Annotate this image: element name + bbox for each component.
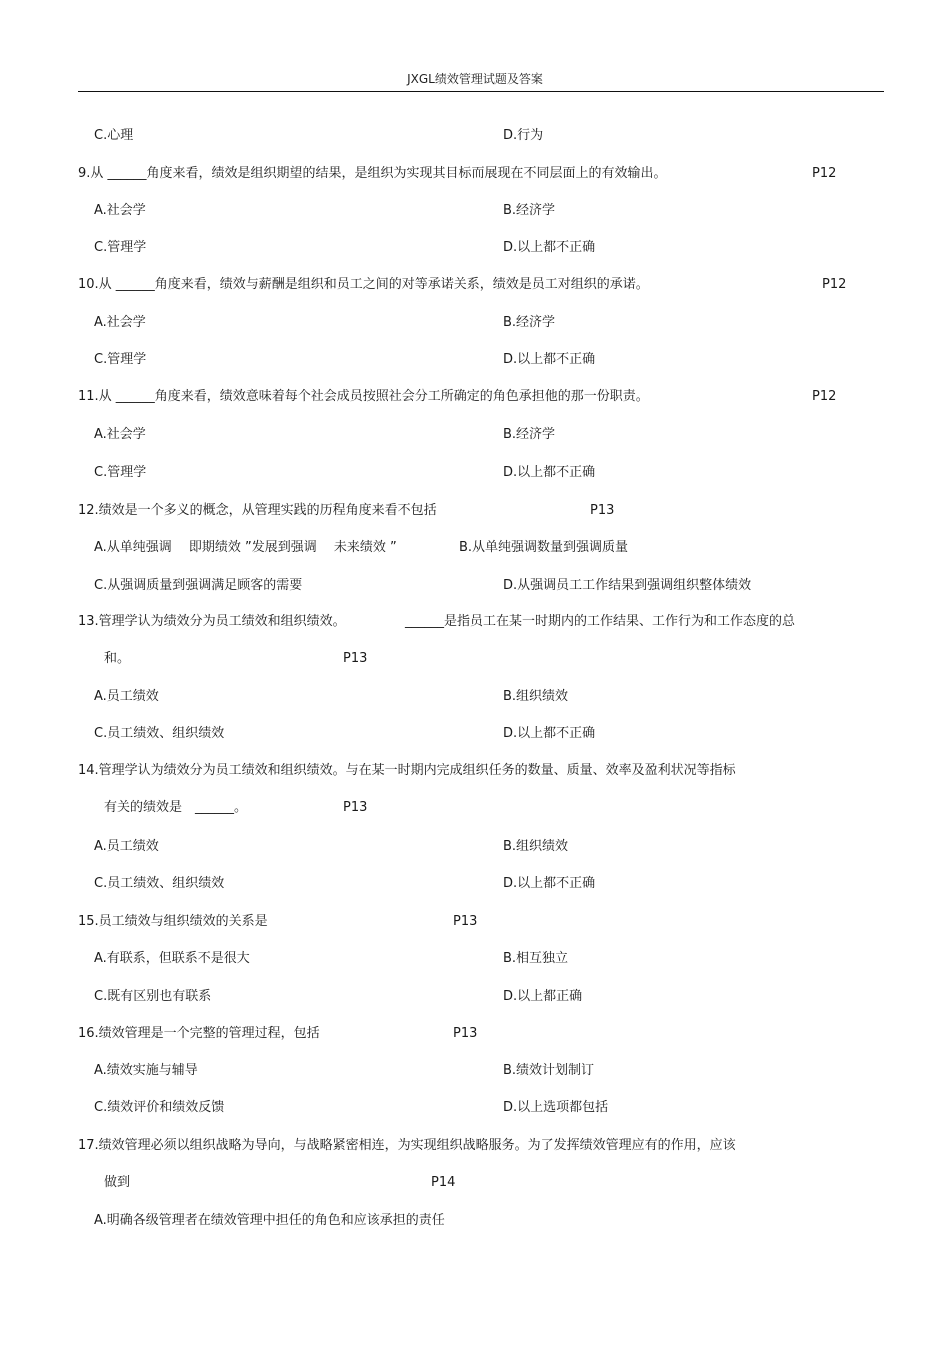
option-b: B.经济学 xyxy=(503,315,556,330)
option-c: C.管理学 xyxy=(94,465,147,480)
option-c: C.员工绩效、组织绩效 xyxy=(94,876,225,891)
option-d: D.以上都不正确 xyxy=(503,352,596,367)
option-b: B.相互独立 xyxy=(503,951,569,966)
option-c: C.绩效评价和绩效反馈 xyxy=(94,1100,225,1115)
option-d: D.行为 xyxy=(503,128,544,143)
option-a: A.社会学 xyxy=(94,427,146,442)
question-10: 10.从 ______角度来看，绩效与薪酬是组织和员工之间的对等承诺关系，绩效是员工对组织的承诺。 xyxy=(78,277,649,292)
option-c: C.管理学 xyxy=(94,352,147,367)
page-ref: P13 xyxy=(343,800,368,815)
question-13-continued: ______是指员工在某一时期内的工作结果、工作行为和工作态度的总 xyxy=(405,614,796,629)
option-d: D.以上都正确 xyxy=(503,989,583,1004)
option-d: D.从强调员工工作结果到强调组织整体绩效 xyxy=(503,578,752,593)
page-ref: P13 xyxy=(343,651,368,666)
header-rule xyxy=(78,91,884,92)
page-ref: P13 xyxy=(453,914,478,929)
option-b: B.经济学 xyxy=(503,427,556,442)
page-ref: P12 xyxy=(812,166,837,181)
option-c: C.心理 xyxy=(94,128,134,143)
option-d: D.以上都不正确 xyxy=(503,726,596,741)
option-b: B.绩效计划制订 xyxy=(503,1063,595,1078)
question-16: 16.绩效管理是一个完整的管理过程，包括 xyxy=(78,1026,320,1041)
option-d: D.以上都不正确 xyxy=(503,876,596,891)
option-a: A.社会学 xyxy=(94,203,146,218)
option-d: D.以上选项都包括 xyxy=(503,1100,609,1115)
question-14-line2: 有关的绩效是 ______。 xyxy=(104,800,248,815)
question-17-line2: 做到 xyxy=(104,1175,131,1190)
question-14: 14.管理学认为绩效分为员工绩效和组织绩效。与在某一时期内完成组织任务的数量、质量、效率及盈利状况等指标 xyxy=(78,763,736,778)
question-12: 12.绩效是一个多义的概念，从管理实践的历程角度来看不包括 xyxy=(78,503,437,518)
option-b: B.从单纯强调数量到强调质量 xyxy=(459,540,629,555)
question-9: 9.从 ______角度来看，绩效是组织期望的结果，是组织为实现其目标而展现在不同层面上的有效输出。 xyxy=(78,166,667,181)
option-a: A.员工绩效 xyxy=(94,689,159,704)
option-c: C.既有区别也有联系 xyxy=(94,989,212,1004)
option-c: C.从强调质量到强调满足顾客的需要 xyxy=(94,578,303,593)
option-c: C.员工绩效、组织绩效 xyxy=(94,726,225,741)
option-a: A.有联系，但联系不是很大 xyxy=(94,951,250,966)
page-header-title: JXGL绩效管理试题及答案 xyxy=(407,72,543,86)
option-a: A.从单纯强调 即期绩效 ”发展到强调 未来绩效 ” xyxy=(94,540,397,555)
option-d: D.以上都不正确 xyxy=(503,465,596,480)
option-a: A.明确各级管理者在绩效管理中担任的角色和应该承担的责任 xyxy=(94,1213,445,1228)
option-b: B.组织绩效 xyxy=(503,689,569,704)
option-a: A.社会学 xyxy=(94,315,146,330)
page-ref: P12 xyxy=(812,389,837,404)
question-11: 11.从 ______角度来看，绩效意味着每个社会成员按照社会分工所确定的角色承担他的那一份职责。 xyxy=(78,389,649,404)
question-13: 13.管理学认为绩效分为员工绩效和组织绩效。 xyxy=(78,614,346,629)
option-d: D.以上都不正确 xyxy=(503,240,596,255)
option-c: C.管理学 xyxy=(94,240,147,255)
question-13-line2: 和。 xyxy=(104,651,131,666)
option-b: B.组织绩效 xyxy=(503,839,569,854)
page-ref: P13 xyxy=(453,1026,478,1041)
question-15: 15.员工绩效与组织绩效的关系是 xyxy=(78,914,268,929)
page-ref: P12 xyxy=(822,277,847,292)
option-a: A.绩效实施与辅导 xyxy=(94,1063,198,1078)
option-a: A.员工绩效 xyxy=(94,839,159,854)
page-ref: P14 xyxy=(431,1175,456,1190)
page-ref: P13 xyxy=(590,503,615,518)
question-17: 17.绩效管理必须以组织战略为导向，与战略紧密相连，为实现组织战略服务。为了发挥绩效管理应有的作用，应该 xyxy=(78,1138,736,1153)
option-b: B.经济学 xyxy=(503,203,556,218)
